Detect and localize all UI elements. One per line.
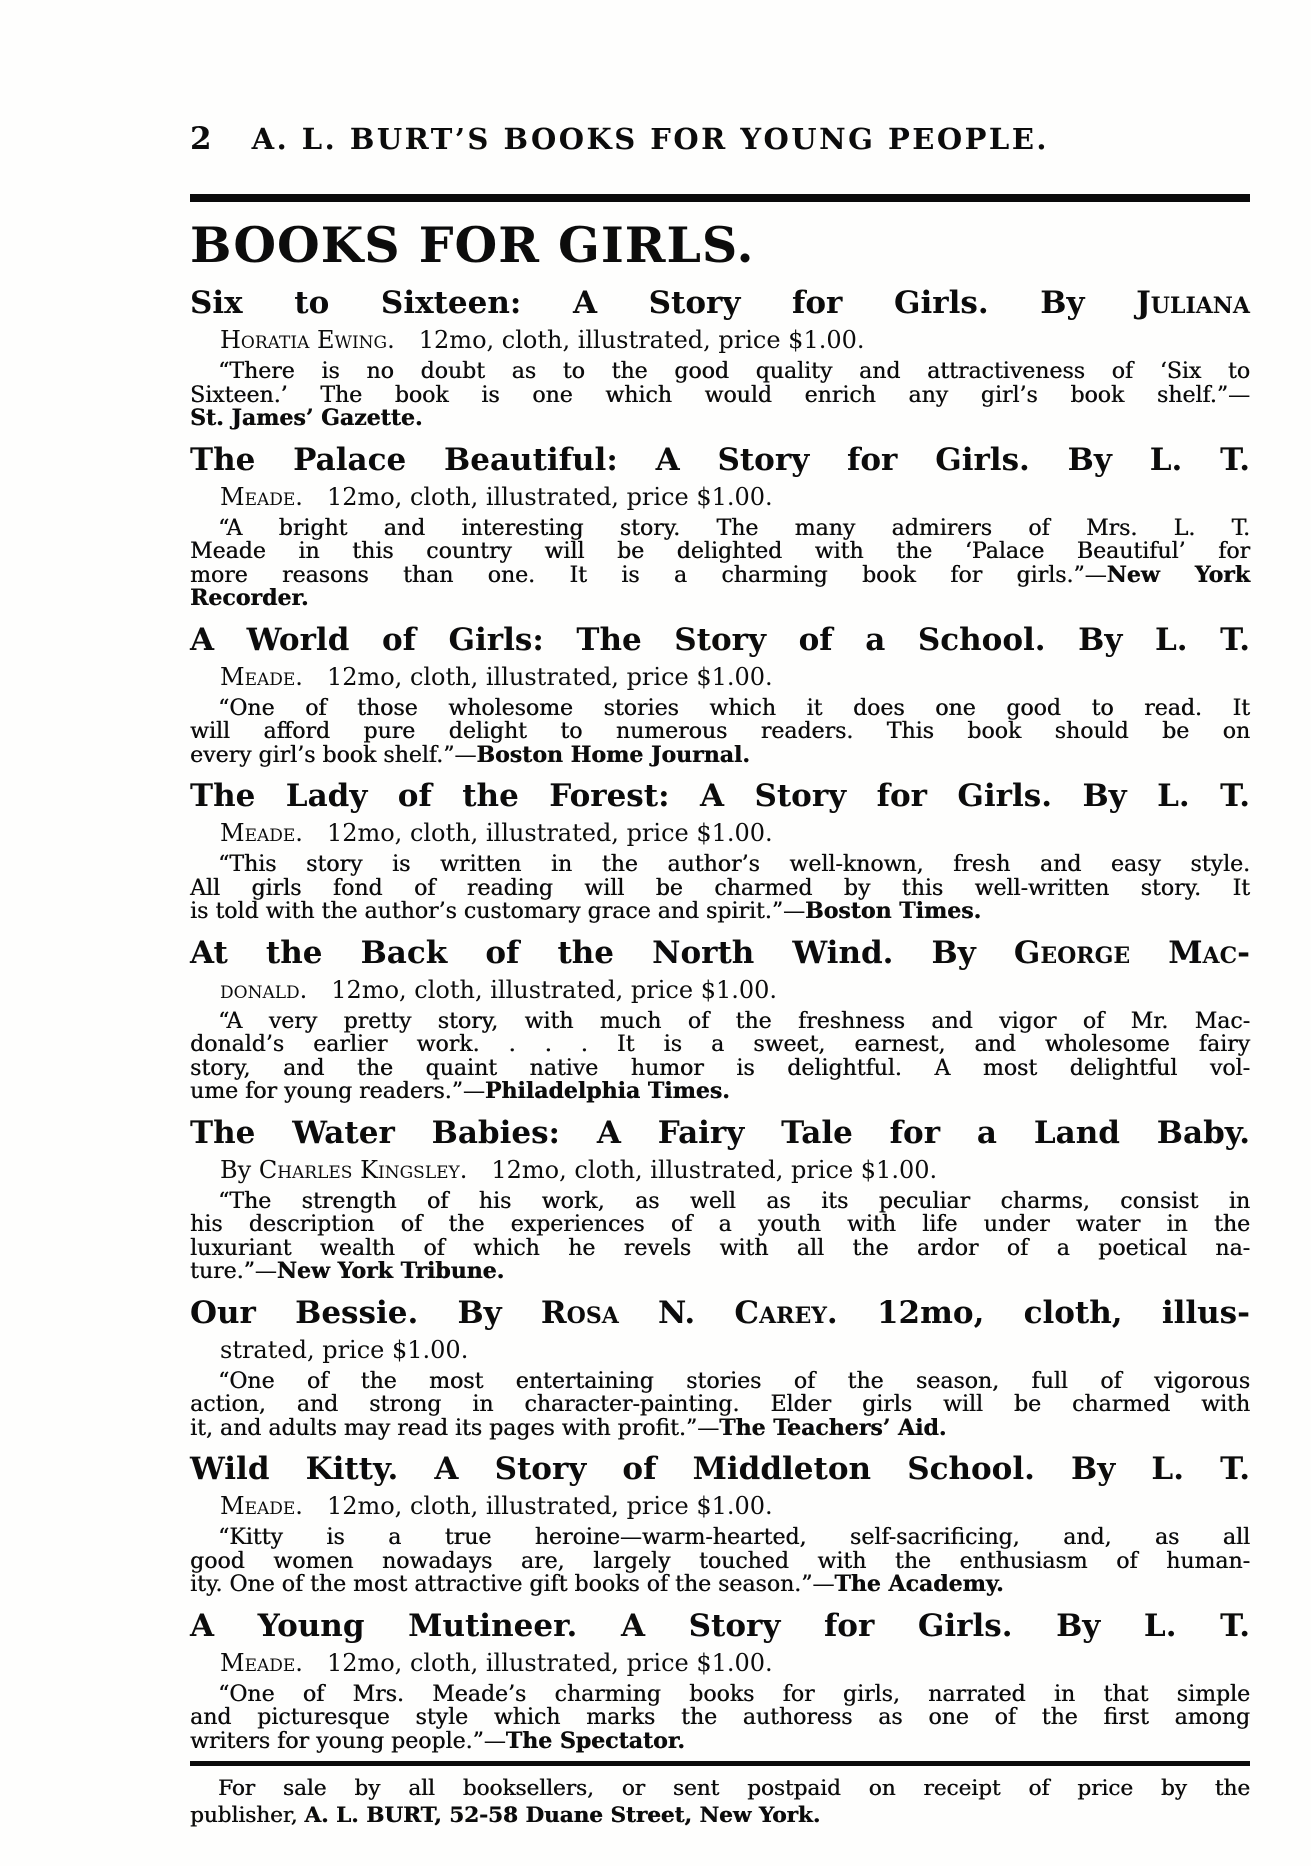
text-line: Horatia Ewing. 12mo, cloth, illustrated, price $1.00. (220, 326, 865, 354)
text-line: story, and the quaint native humor is delightful. A most delightful vol- (190, 1055, 1250, 1081)
text-line: Meade. 12mo, cloth, illustrated, price $1.00. (220, 482, 773, 511)
book-entry (190, 1294, 1250, 1441)
text-line: All girls fond of reading will be charmed by this well-written story. It (190, 875, 1250, 901)
text-line: it, and adults may read its pages with profit.”—The Teachers’ Aid. (190, 1414, 947, 1441)
text-line: The Water Babies: A Fairy Tale for a Land Baby. (190, 1114, 1250, 1151)
text-line: action, and strong in character-painting. Elder girls will be charmed with (190, 1392, 1250, 1417)
text-line: A Young Mutineer. A Story for Girls. By L. T. (190, 1607, 1250, 1644)
book-details (220, 818, 1250, 848)
text-line: Meade in this country will be delighted with the ‘Palace Beautiful’ for (190, 539, 1250, 564)
book-title (190, 284, 1250, 322)
book-title (190, 1450, 1250, 1488)
book-entry (190, 284, 1250, 431)
book-review-quote (190, 1370, 1250, 1441)
text-line: ture.”—New York Tribune. (190, 1258, 505, 1284)
text-line: Meade. 12mo, cloth, illustrated, price $1.00. (220, 1492, 773, 1520)
text-line: every girl’s book shelf.”—Boston Home Journal. (190, 741, 750, 768)
text-line: By Charles Kingsley. 12mo, cloth, illustrated, price $1.00. (220, 1155, 938, 1184)
book-details (220, 975, 1250, 1005)
text-line: “A very pretty story, with much of the freshness and vigor of Mr. Mac- (218, 1008, 1250, 1034)
text-line: “Kitty is a true heroine—warm-hearted, self-sacrificing, and, as all (218, 1525, 1250, 1550)
book-review-quote (190, 697, 1250, 768)
book-review-quote (190, 360, 1250, 431)
text-line: his description of the experiences of a youth with life under water in the (190, 1212, 1250, 1237)
text-line: Six to Sixteen: A Story for Girls. By Juliana (190, 285, 1250, 321)
text-line: is told with the author’s customary grace and spirit.”—Boston Times. (190, 898, 982, 924)
book-details (220, 1155, 1250, 1185)
text-line: donald’s earlier work. . . . It is a sweet, earnest, and wholesome fairy (190, 1032, 1250, 1057)
text-line: The Lady of the Forest: A Story for Girls. By L. T. (190, 778, 1250, 814)
book-entry (190, 1450, 1250, 1597)
text-line: publisher, A. L. BURT, 52-58 Duane Street, New York. (190, 1803, 821, 1828)
text-line: strated, price $1.00. (220, 1335, 469, 1364)
text-line: ume for young readers.”—Philadelphia Times. (190, 1078, 730, 1104)
text-line: ity. One of the most attractive gift books of the season.”—The Academy. (190, 1571, 1004, 1597)
book-review-quote (190, 1526, 1250, 1597)
book-review-quote (190, 1010, 1250, 1104)
text-line: Meade. 12mo, cloth, illustrated, price $1.00. (220, 662, 773, 691)
book-title (190, 441, 1250, 479)
section-title: BOOKS FOR GIRLS. (190, 216, 755, 274)
book-entry (190, 621, 1250, 768)
book-details (220, 1335, 1250, 1365)
running-title: A. L. BURT’S BOOKS FOR YOUNG PEOPLE. (251, 122, 1050, 156)
book-entry (190, 1607, 1250, 1754)
header-rule (190, 194, 1250, 202)
book-details (220, 662, 1250, 692)
footer-imprint (190, 1775, 1250, 1829)
book-details (220, 482, 1250, 512)
book-review-quote (190, 853, 1250, 924)
book-details (220, 325, 1250, 355)
text-line: Recorder. (190, 585, 309, 611)
text-line: donald. 12mo, cloth, illustrated, price $1.00. (220, 975, 778, 1004)
book-entry (190, 777, 1250, 924)
text-line: Sixteen.’ The book is one which would enrich any girl’s book shelf.”— (190, 382, 1250, 408)
text-line: will afford pure delight to numerous readers. This book should be on (190, 719, 1250, 744)
book-entry (190, 441, 1250, 611)
book-review-quote (190, 1190, 1250, 1284)
book-title (190, 1114, 1250, 1152)
book-title (190, 777, 1250, 815)
book-entry (190, 1114, 1250, 1284)
text-line: Our Bessie. By Rosa N. Carey. 12mo, cloth, illus- (190, 1294, 1251, 1331)
text-line: more reasons than one. It is a charming book for girls.”—New York (190, 561, 1250, 588)
text-line: “One of the most entertaining stories of the season, full of vigorous (218, 1368, 1250, 1394)
text-line: For sale by all booksellers, or sent postpaid on receipt of price by the (218, 1776, 1250, 1801)
text-line: good women nowadays are, largely touched with the enthusiasm of human- (190, 1548, 1250, 1574)
page-number: 2 (190, 121, 212, 157)
book-details (220, 1491, 1250, 1521)
page-header (190, 120, 1250, 158)
text-line: “A bright and interesting story. The many admirers of Mrs. L. T. (218, 515, 1250, 541)
text-line: “There is no doubt as to the good quality and attractiveness of ‘Six to (218, 359, 1250, 384)
text-line: Meade. 12mo, cloth, illustrated, price $1.00. (220, 819, 773, 847)
text-line: “This story is written in the author’s well-known, fresh and easy style. (218, 852, 1250, 877)
text-line: Wild Kitty. A Story of Middleton School. By L. T. (190, 1451, 1250, 1487)
text-line: and picturesque style which marks the authoress as one of the first among (190, 1705, 1250, 1730)
footer-rule (190, 1761, 1250, 1766)
book-title (190, 621, 1250, 659)
book-details (220, 1648, 1250, 1678)
book-entry (190, 934, 1250, 1104)
text-line: A World of Girls: The Story of a School. By L. T. (190, 621, 1250, 658)
text-line: luxuriant wealth of which he revels with all the ardor of a poetical na- (190, 1235, 1250, 1261)
text-line: writers for young people.”—The Spectator. (190, 1727, 685, 1754)
text-line: At the Back of the North Wind. By George Mac- (190, 934, 1250, 971)
text-line: Meade. 12mo, cloth, illustrated, price $1.00. (220, 1648, 773, 1677)
text-line: “One of those wholesome stories which it does one good to read. It (218, 695, 1250, 721)
text-line: “The strength of his work, as well as its peculiar charms, consist in (218, 1188, 1250, 1214)
book-title (190, 1294, 1250, 1332)
book-title (190, 1607, 1250, 1645)
text-line: “One of Mrs. Meade’s charming books for girls, narrated in that simple (218, 1681, 1250, 1707)
book-title (190, 934, 1250, 972)
book-review-quote (190, 1683, 1250, 1754)
text-line: St. James’ Gazette. (190, 405, 423, 431)
book-review-quote (190, 517, 1250, 611)
text-line: The Palace Beautiful: A Story for Girls. By L. T. (190, 441, 1250, 478)
